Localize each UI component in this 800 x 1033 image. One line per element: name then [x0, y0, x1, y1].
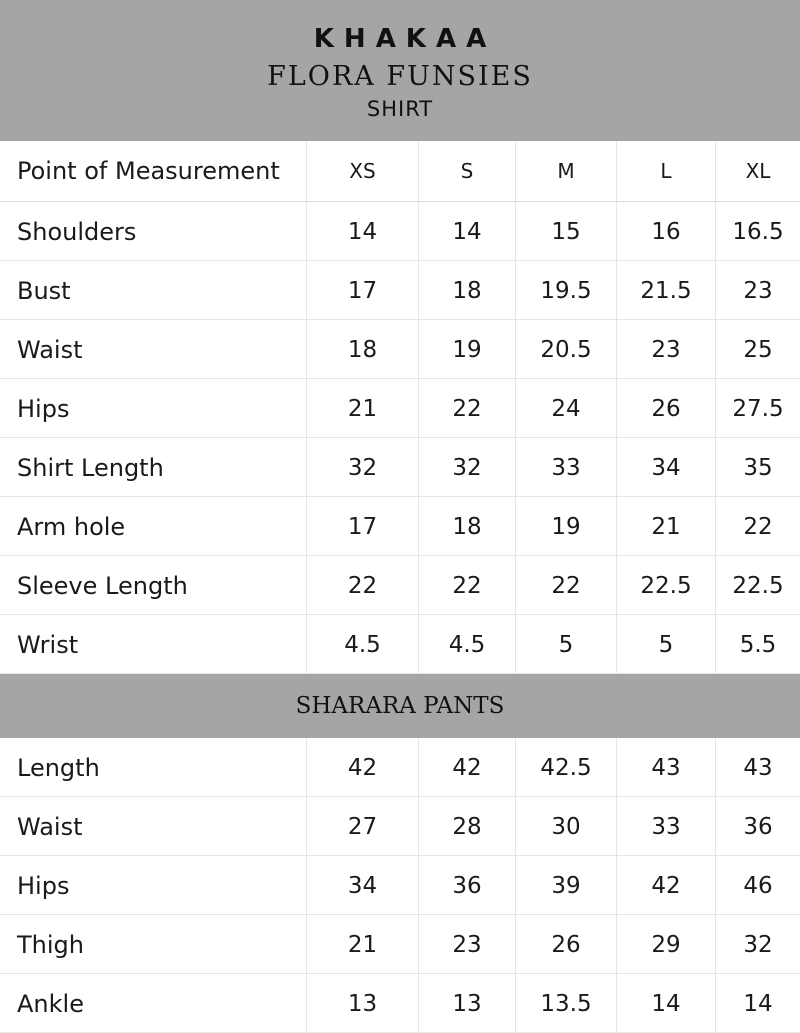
- measurement-cell: 46: [716, 856, 800, 915]
- measurement-cell: 5: [516, 615, 617, 674]
- measurement-cell: 22: [307, 556, 419, 615]
- column-header-l: L: [617, 141, 716, 202]
- measurement-cell: 32: [307, 438, 419, 497]
- measurement-cell: 27.5: [716, 379, 800, 438]
- row-label: Bust: [0, 261, 307, 320]
- measurement-cell: 21.5: [617, 261, 716, 320]
- pants-section-title: SHARARA PANTS: [0, 674, 800, 738]
- measurement-cell: 36: [716, 797, 800, 856]
- row-label: Thigh: [0, 915, 307, 974]
- row-label: Ankle: [0, 974, 307, 1033]
- measurement-cell: 22: [419, 556, 516, 615]
- row-label: Shirt Length: [0, 438, 307, 497]
- measurement-cell: 13: [307, 974, 419, 1033]
- row-label: Sleeve Length: [0, 556, 307, 615]
- measurement-cell: 28: [419, 797, 516, 856]
- measurement-cell: 42: [419, 738, 516, 797]
- measurement-cell: 23: [716, 261, 800, 320]
- measurement-cell: 22: [419, 379, 516, 438]
- chart-header: [0, 0, 800, 141]
- measurement-cell: 26: [617, 379, 716, 438]
- measurement-cell: 42: [617, 856, 716, 915]
- column-header-xs: XS: [307, 141, 419, 202]
- measurement-cell: 20.5: [516, 320, 617, 379]
- measurement-cell: 13: [419, 974, 516, 1033]
- column-header-point: Point of Measurement: [0, 141, 307, 202]
- brand-logo: KHAKAA: [313, 24, 497, 54]
- row-label: Waist: [0, 320, 307, 379]
- row-label: Shoulders: [0, 202, 307, 261]
- shirt-size-table: [0, 141, 800, 202]
- measurement-cell: 43: [617, 738, 716, 797]
- measurement-cell: 5: [617, 615, 716, 674]
- measurement-cell: 4.5: [419, 615, 516, 674]
- pants-size-table: [0, 738, 800, 1033]
- column-header-s: S: [419, 141, 516, 202]
- measurement-cell: 33: [516, 438, 617, 497]
- row-label: Wrist: [0, 615, 307, 674]
- measurement-cell: 22: [516, 556, 617, 615]
- measurement-cell: 34: [617, 438, 716, 497]
- measurement-cell: 35: [716, 438, 800, 497]
- measurement-cell: 23: [419, 915, 516, 974]
- measurement-cell: 34: [307, 856, 419, 915]
- measurement-cell: 5.5: [716, 615, 800, 674]
- measurement-cell: 4.5: [307, 615, 419, 674]
- measurement-cell: 21: [307, 379, 419, 438]
- row-label: Hips: [0, 379, 307, 438]
- measurement-cell: 24: [516, 379, 617, 438]
- measurement-cell: 14: [716, 974, 800, 1033]
- measurement-cell: 18: [307, 320, 419, 379]
- measurement-cell: 14: [617, 974, 716, 1033]
- measurement-cell: 23: [617, 320, 716, 379]
- measurement-cell: 19: [419, 320, 516, 379]
- row-label: Waist: [0, 797, 307, 856]
- measurement-cell: 13.5: [516, 974, 617, 1033]
- measurement-cell: 29: [617, 915, 716, 974]
- measurement-cell: 22.5: [716, 556, 800, 615]
- measurement-cell: 32: [716, 915, 800, 974]
- measurement-cell: 17: [307, 261, 419, 320]
- measurement-cell: 21: [617, 497, 716, 556]
- measurement-cell: 14: [419, 202, 516, 261]
- measurement-cell: 25: [716, 320, 800, 379]
- measurement-cell: 19: [516, 497, 617, 556]
- row-label: Arm hole: [0, 497, 307, 556]
- measurement-cell: 19.5: [516, 261, 617, 320]
- measurement-cell: 42.5: [516, 738, 617, 797]
- measurement-cell: 39: [516, 856, 617, 915]
- measurement-cell: 16: [617, 202, 716, 261]
- measurement-cell: 18: [419, 497, 516, 556]
- measurement-cell: 18: [419, 261, 516, 320]
- measurement-cell: 42: [307, 738, 419, 797]
- shirt-rows: [0, 202, 800, 674]
- measurement-cell: 16.5: [716, 202, 800, 261]
- product-title: SHIRT: [366, 97, 434, 121]
- collection-title: FLORA FUNSIES: [267, 61, 533, 92]
- measurement-cell: 26: [516, 915, 617, 974]
- measurement-cell: 32: [419, 438, 516, 497]
- measurement-cell: 33: [617, 797, 716, 856]
- column-header-xl: XL: [716, 141, 800, 202]
- row-label: Hips: [0, 856, 307, 915]
- measurement-cell: 22.5: [617, 556, 716, 615]
- column-header-m: M: [516, 141, 617, 202]
- measurement-cell: 30: [516, 797, 617, 856]
- measurement-cell: 21: [307, 915, 419, 974]
- measurement-cell: 36: [419, 856, 516, 915]
- row-label: Length: [0, 738, 307, 797]
- measurement-cell: 17: [307, 497, 419, 556]
- measurement-cell: 43: [716, 738, 800, 797]
- measurement-cell: 15: [516, 202, 617, 261]
- measurement-cell: 22: [716, 497, 800, 556]
- measurement-cell: 14: [307, 202, 419, 261]
- measurement-cell: 27: [307, 797, 419, 856]
